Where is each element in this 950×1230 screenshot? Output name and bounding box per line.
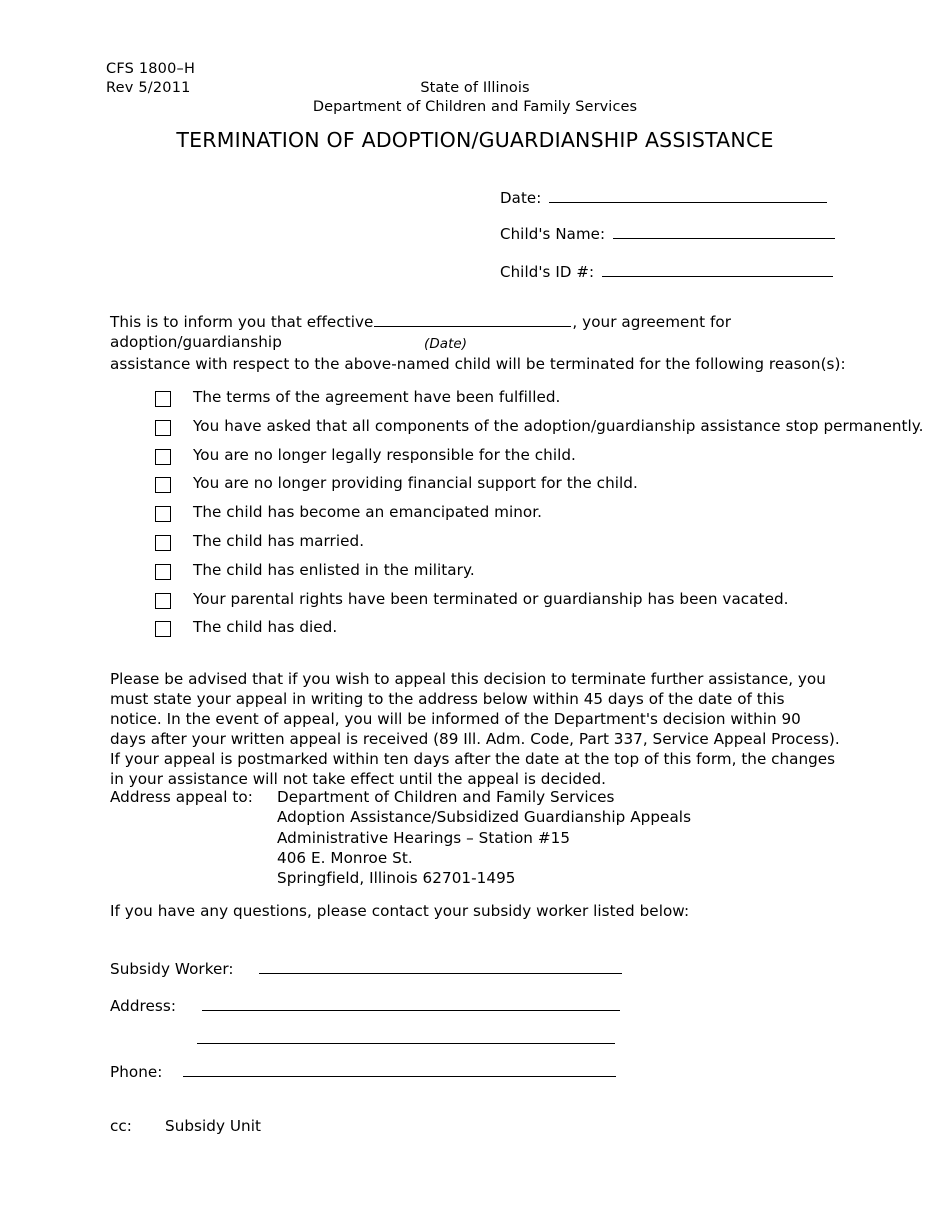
reason-label: The child has enlisted in the military. bbox=[193, 560, 475, 579]
reason-item[interactable] bbox=[155, 590, 855, 619]
child-id-field-row bbox=[500, 261, 833, 281]
inform-paragraph-line2: assistance with respect to the above-named child will be terminated for the following reason(s): bbox=[110, 355, 846, 373]
reason-label: The child has died. bbox=[193, 618, 338, 637]
reason-item[interactable] bbox=[155, 388, 855, 417]
reason-item[interactable] bbox=[155, 561, 855, 590]
cc-label: cc: bbox=[110, 1117, 132, 1135]
reason-label: Your parental rights have been terminated or guardianship has been vacated. bbox=[193, 589, 789, 608]
reason-label: The child has married. bbox=[193, 531, 365, 550]
reason-item[interactable] bbox=[155, 503, 855, 532]
cc-value: Subsidy Unit bbox=[165, 1117, 262, 1135]
state-name: State of Illinois bbox=[420, 80, 530, 96]
reason-item[interactable] bbox=[155, 416, 924, 446]
address-line: Administrative Hearings – Station #15 bbox=[277, 828, 571, 847]
cc-row bbox=[110, 1117, 261, 1135]
worker-phone-input[interactable] bbox=[183, 1061, 616, 1077]
date-label: Date: bbox=[500, 189, 542, 207]
worker-address-input-line2[interactable] bbox=[197, 1028, 615, 1044]
contact-prompt: If you have any questions, please contact your subsidy worker listed below: bbox=[110, 902, 690, 920]
worker-address-input-line1[interactable] bbox=[202, 995, 620, 1011]
inform-lead-text: This is to inform you that effective bbox=[110, 313, 374, 331]
child-id-input[interactable] bbox=[602, 261, 833, 277]
date-field-row bbox=[500, 187, 827, 207]
inform-paragraph bbox=[110, 312, 840, 352]
checkbox-icon[interactable] bbox=[155, 477, 171, 493]
address-line: Adoption Assistance/Subsidized Guardianship Appeals bbox=[277, 808, 692, 827]
appeal-address-block bbox=[110, 787, 691, 888]
subsidy-worker-field-row bbox=[110, 958, 622, 978]
reason-label: You are no longer providing financial support for the child. bbox=[193, 474, 638, 493]
address-line: Department of Children and Family Services bbox=[277, 788, 615, 806]
checkbox-icon[interactable] bbox=[155, 420, 171, 436]
checkbox-icon[interactable] bbox=[155, 564, 171, 580]
department-name: Department of Children and Family Services bbox=[312, 99, 638, 115]
appeal-address-label: Address appeal to: bbox=[110, 788, 253, 806]
inform-trailing-text: , your agreement for adoption/guardianship bbox=[110, 313, 732, 351]
effective-date-hint: (Date) bbox=[424, 336, 468, 352]
reason-item[interactable] bbox=[155, 532, 855, 561]
reason-label: You are no longer legally responsible for the child. bbox=[193, 445, 576, 464]
checkbox-icon[interactable] bbox=[155, 621, 171, 637]
child-name-field-row bbox=[500, 223, 835, 243]
child-name-label: Child's Name: bbox=[500, 225, 606, 243]
address-line: 406 E. Monroe St. bbox=[277, 848, 413, 867]
reason-item[interactable] bbox=[155, 618, 855, 647]
appeal-instructions-paragraph: Please be advised that if you wish to appeal this decision to terminate further assistance, you must state your appeal in writing to the address below within 45 days of the date of this notice. In the event of appeal, you will be informed of the Department's decision within 90 days after your written appeal is received (89 Ill. Adm. Code, Part 337, Service Appeal Process). If your appeal is postmarked within ten days after the date at the top of this form, the changes in your assistance will not take effect until the appeal is decided. bbox=[110, 670, 840, 789]
agency-block bbox=[0, 79, 950, 117]
appeal-address-lines bbox=[277, 787, 691, 888]
reason-label: The terms of the agreement have been fulfilled. bbox=[193, 388, 561, 406]
reasons-checklist bbox=[155, 388, 924, 647]
checkbox-icon[interactable] bbox=[155, 593, 171, 609]
checkbox-icon[interactable] bbox=[155, 535, 171, 551]
checkbox-icon[interactable] bbox=[155, 449, 171, 465]
form-revision: Rev 5/2011 bbox=[106, 80, 191, 96]
child-name-input[interactable] bbox=[613, 223, 835, 239]
checkbox-icon[interactable] bbox=[155, 391, 171, 407]
worker-address-field-row-2 bbox=[197, 1028, 615, 1044]
subsidy-worker-input[interactable] bbox=[259, 958, 622, 974]
child-id-label: Child's ID #: bbox=[500, 263, 595, 281]
worker-address-label: Address: bbox=[110, 997, 176, 1015]
address-line: Springfield, Illinois 62701-1495 bbox=[277, 869, 516, 888]
reason-label: The child has become an emancipated minor. bbox=[193, 503, 543, 522]
worker-phone-field-row bbox=[110, 1061, 616, 1081]
date-input[interactable] bbox=[549, 187, 827, 203]
checkbox-icon[interactable] bbox=[155, 506, 171, 522]
reason-label: You have asked that all components of the adoption/guardianship assistance stop permanently. bbox=[193, 416, 924, 435]
subsidy-worker-label: Subsidy Worker: bbox=[110, 960, 234, 978]
reason-item[interactable] bbox=[155, 446, 855, 475]
worker-address-field-row bbox=[110, 995, 620, 1015]
effective-date-input[interactable] bbox=[374, 312, 571, 327]
document-title: TERMINATION OF ADOPTION/GUARDIANSHIP ASSISTANCE bbox=[176, 128, 774, 152]
worker-phone-label: Phone: bbox=[110, 1063, 163, 1081]
reason-item[interactable] bbox=[155, 474, 855, 503]
form-number: CFS 1800–H bbox=[106, 61, 196, 77]
